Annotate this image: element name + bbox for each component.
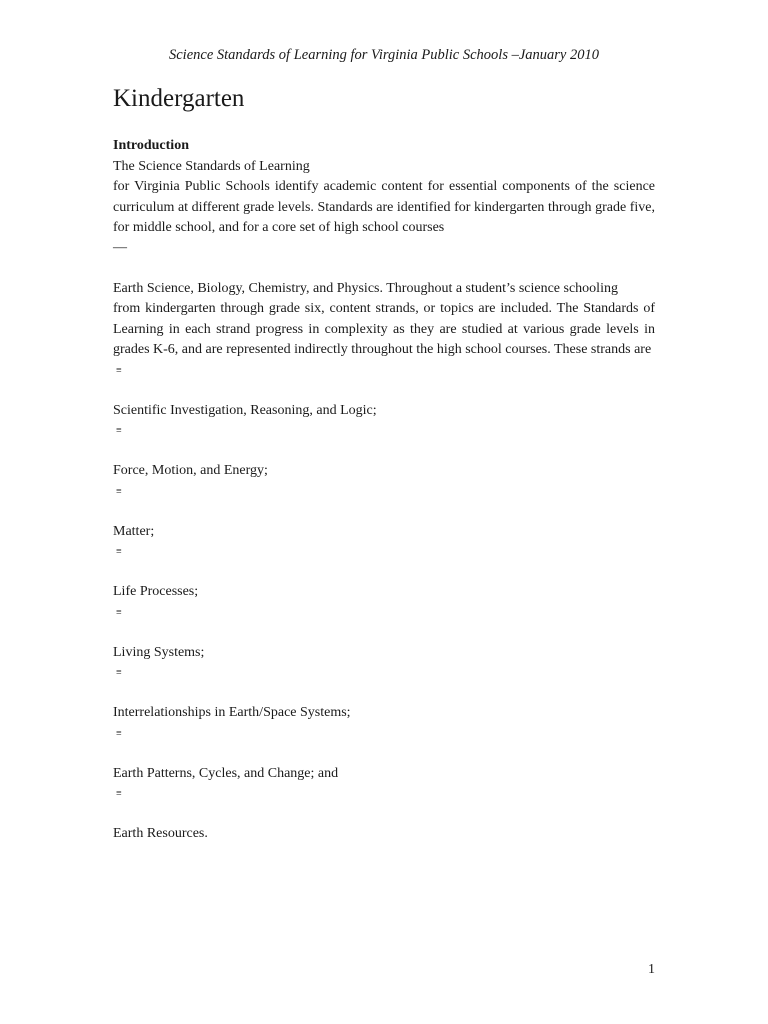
strand-item: Life Processes; [113, 584, 199, 599]
strand-item: Matter; [113, 523, 155, 539]
em-dash: — [113, 239, 127, 255]
section-heading: Introduction [113, 138, 189, 153]
strand-item: Earth Patterns, Cycles, and Change; and [113, 765, 339, 781]
strand-item: Force, Motion, and Energy; [113, 463, 268, 478]
bullet-icon: ≡ [116, 727, 122, 739]
running-header: Science Standards of Learning for Virginia Public Schools –January 2010 [169, 47, 599, 63]
strand-item: Earth Resources. [113, 826, 208, 841]
bullet-icon: ≡ [116, 425, 122, 436]
page-number: 1 [648, 962, 655, 977]
bullet-icon: ≡ [116, 364, 122, 376]
strand-item: Living Systems; [113, 644, 205, 660]
intro-line: The Science Standards of Learning [113, 158, 310, 174]
bullet-icon: ≡ [116, 788, 122, 799]
bullet-icon: ≡ [116, 667, 122, 678]
page-title: Kindergarten [113, 85, 245, 112]
document-body [113, 136, 655, 845]
intro-paragraph-2a: Earth Science, Biology, Chemistry, and Physics. Throughout a student’s science schooling [113, 280, 618, 296]
strand-item: Scientific Investigation, Reasoning, and Logic; [113, 402, 377, 418]
intro-paragraph-2b: from kindergarten through grade six, content strands, or topics are included. The Standards of Learning in each strand progress in complexity as they are studied at various grade levels in grades K-6, and are represented indirectly throughout the high school courses. These strands are [113, 301, 655, 357]
strand-item: Interrelationships in Earth/Space Systems; [113, 705, 351, 720]
bullet-icon: ≡ [116, 606, 122, 618]
bullet-icon: ≡ [116, 485, 122, 497]
intro-paragraph-1: for Virginia Public Schools identify academic content for essential components of the science curriculum at different grade levels. Standards are identified for kindergarten through grade five, for middle school, and for a core set of high school courses [113, 179, 655, 235]
bullet-icon: ≡ [116, 546, 122, 557]
